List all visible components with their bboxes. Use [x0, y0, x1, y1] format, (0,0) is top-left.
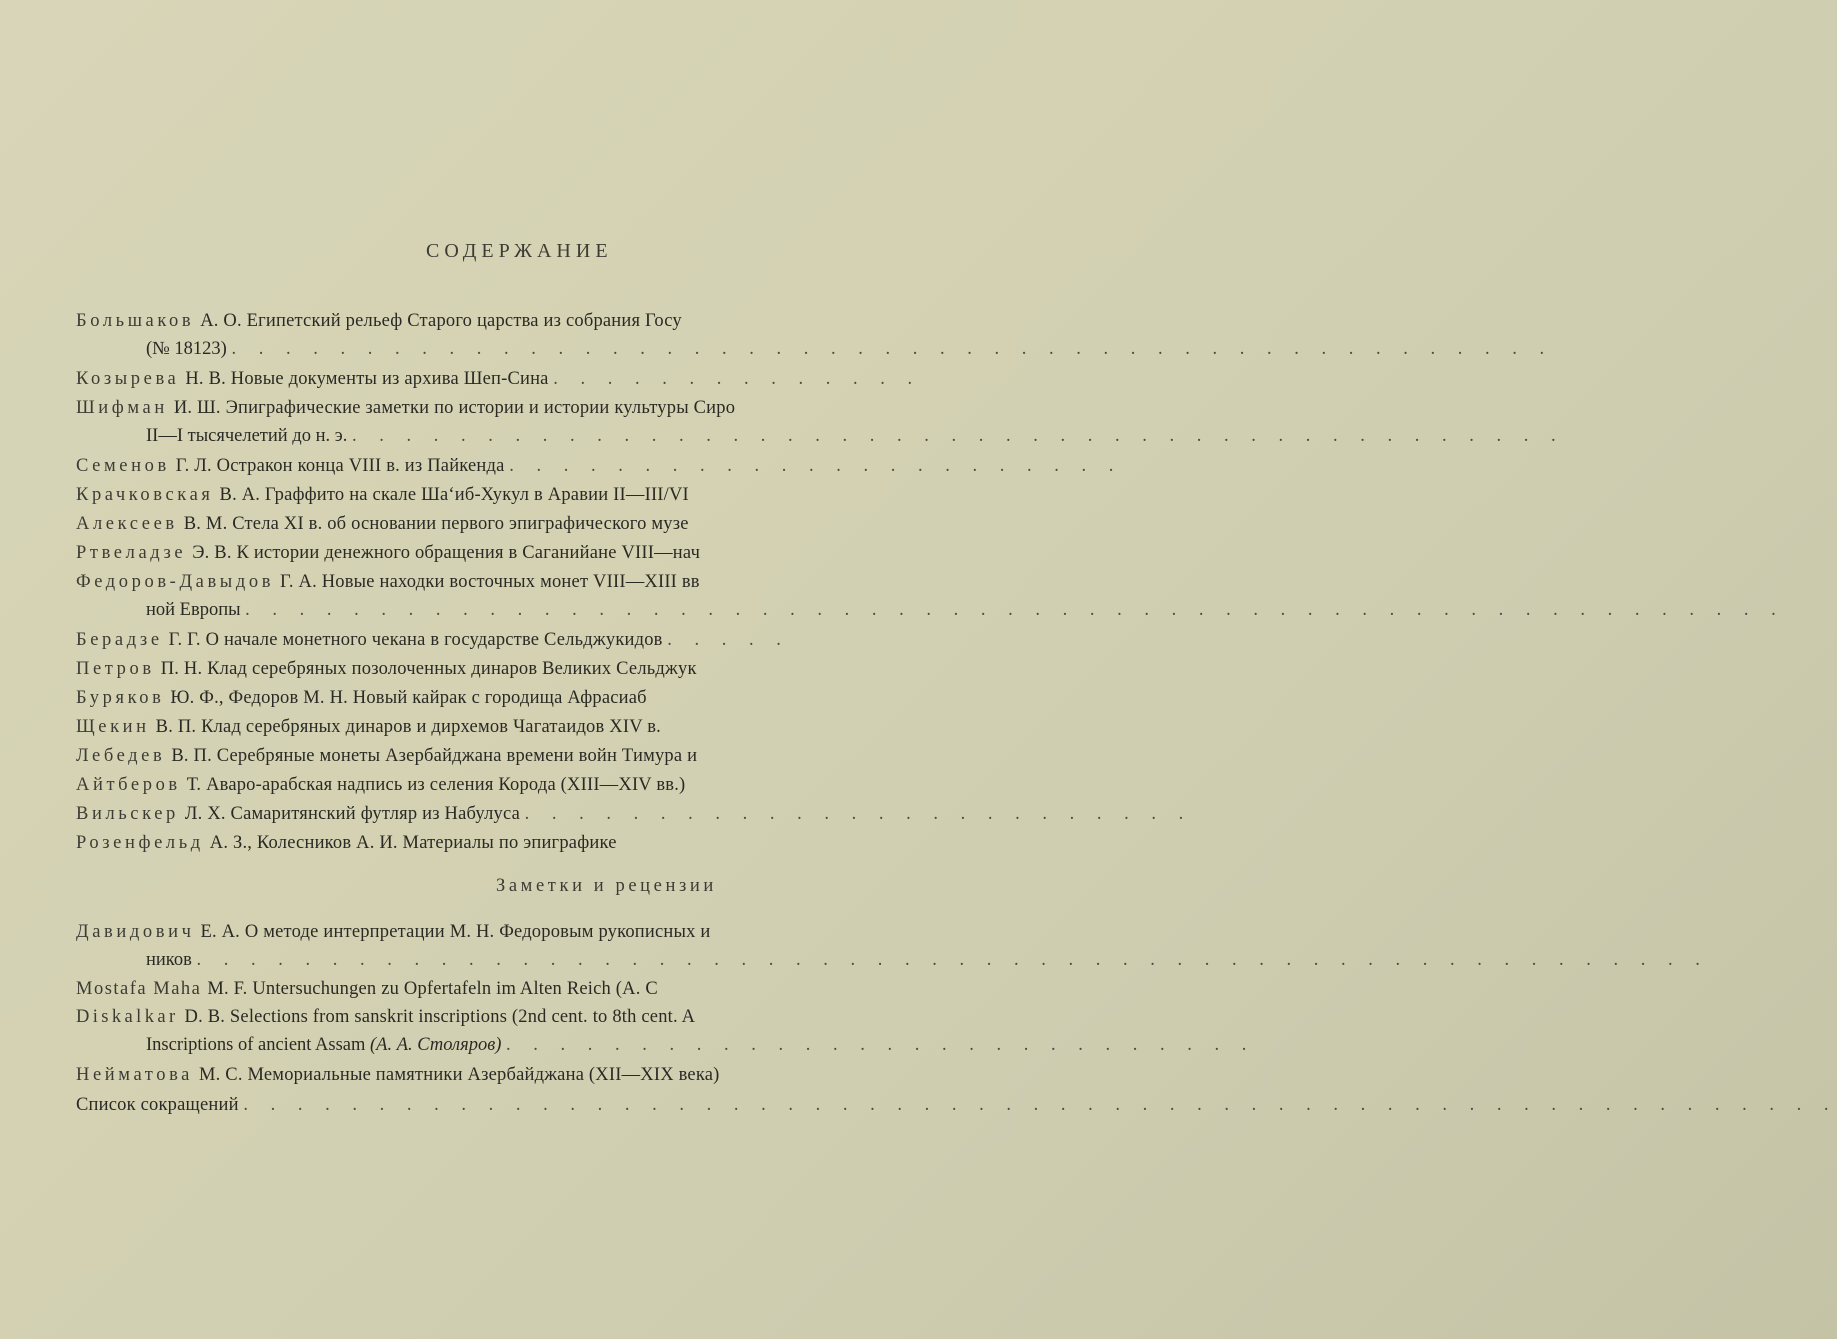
toc-entry — [76, 310, 1000, 332]
toc-entry: Алексеев В. М. Стела XI в. об основании первого эпиграфического музе — [76, 514, 689, 534]
toc-entry: Лебедев В. П. Серебряные монеты Азербайджана времени войн Тимура и — [76, 746, 698, 766]
toc-entry-continuation: (№ 18123) . . . . . . . . . . . . . . . . . . . . . . . . . . . . . . . . . . . . . . . . . . . . . . . . . — [146, 339, 1554, 359]
abbreviations-entry: Список сокращений . . . . . . . . . . . . . . . . . . . . . . . . . . . . . . . . . . . . . . . . . . . . . . . . . . . . . . . . . . . — [76, 1095, 1837, 1115]
toc-entry: Айтберов Т. Аваро-арабская надпись из селения Корода (XIII—XIV вв.) — [76, 775, 686, 795]
review-entry: Diskalkar D. B. Selections from sanskrit inscriptions (2nd cent. to 8th cent. A — [76, 1007, 696, 1027]
toc-entry: Щекин В. П. Клад серебряных динаров и дирхемов Чагатаидов XIV в. — [76, 717, 661, 737]
review-entry: Нейматова М. С. Мемориальные памятники Азербайджана (XII—XIX века) — [76, 1065, 720, 1085]
toc-entry: Крачковская В. А. Граффито на скале Ша‘иб-Хукул в Аравии II—III/VI — [76, 485, 689, 505]
toc-entry: Козырева Н. В. Новые документы из архива Шеп-Сина . . . . . . . . . . . . . . — [76, 369, 922, 389]
toc-entry-continuation: ной Европы . . . . . . . . . . . . . . . . . . . . . . . . . . . . . . . . . . . . . . . . . . . . . . . . . . . . . . . . . — [146, 600, 1785, 620]
toc-entry-continuation: II—I тысячелетий до н. э. . . . . . . . . . . . . . . . . . . . . . . . . . . . . . . . . . . . . . . . . . . . . . — [146, 426, 1565, 446]
review-entry: Mostafa Maha M. F. Untersuchungen zu Opfertafeln im Alten Reich (А. С — [76, 979, 658, 999]
entry-title: А. О. Египетский рельеф Старого царства из собрания Госу — [200, 311, 682, 331]
entry-author: Большаков — [76, 311, 195, 331]
section-title: Заметки и рецензии — [496, 876, 717, 896]
toc-entry: Розенфельд А. З., Колесников А. И. Материалы по эпиграфике — [76, 833, 617, 853]
review-entry-continuation: Inscriptions of ancient Assam (А. А. Столяров) . . . . . . . . . . . . . . . . . . . . . . . . . . . . — [146, 1035, 1256, 1055]
toc-entry: Буряков Ю. Ф., Федоров М. Н. Новый кайрак с городища Афрасиаб — [76, 688, 647, 708]
review-entry-continuation: ников . . . . . . . . . . . . . . . . . . . . . . . . . . . . . . . . . . . . . . . . . . . . . . . . . . . . . . . . — [146, 950, 1709, 970]
review-entry: Давидович Е. А. О методе интерпретации М. Н. Федоровым рукописных и — [76, 922, 711, 942]
toc-entry: Ртвеладзе Э. В. К истории денежного обращения в Саганийане VIII—нач — [76, 543, 701, 563]
contents-heading: СОДЕРЖАНИЕ — [426, 240, 613, 262]
toc-entry: Петров П. Н. Клад серебряных позолоченных динаров Великих Сельджук — [76, 659, 697, 679]
toc-entry: Берадзе Г. Г. О начале монетного чекана в государстве Сельджукидов . . . . . — [76, 630, 790, 650]
toc-entry: Федоров-Давыдов Г. А. Новые находки восточных монет VIII—XIII вв — [76, 572, 700, 592]
toc-entry: Шифман И. Ш. Эпиграфические заметки по истории и истории культуры Сиро — [76, 398, 736, 418]
toc-entry: Семенов Г. Л. Остракон конца VIII в. из Пайкенда . . . . . . . . . . . . . . . . . . . . . . . — [76, 456, 1123, 476]
toc-entry: Вильскер Л. Х. Самаритянский футляр из Набулуса . . . . . . . . . . . . . . . . . . . . . . . . . — [76, 804, 1193, 824]
